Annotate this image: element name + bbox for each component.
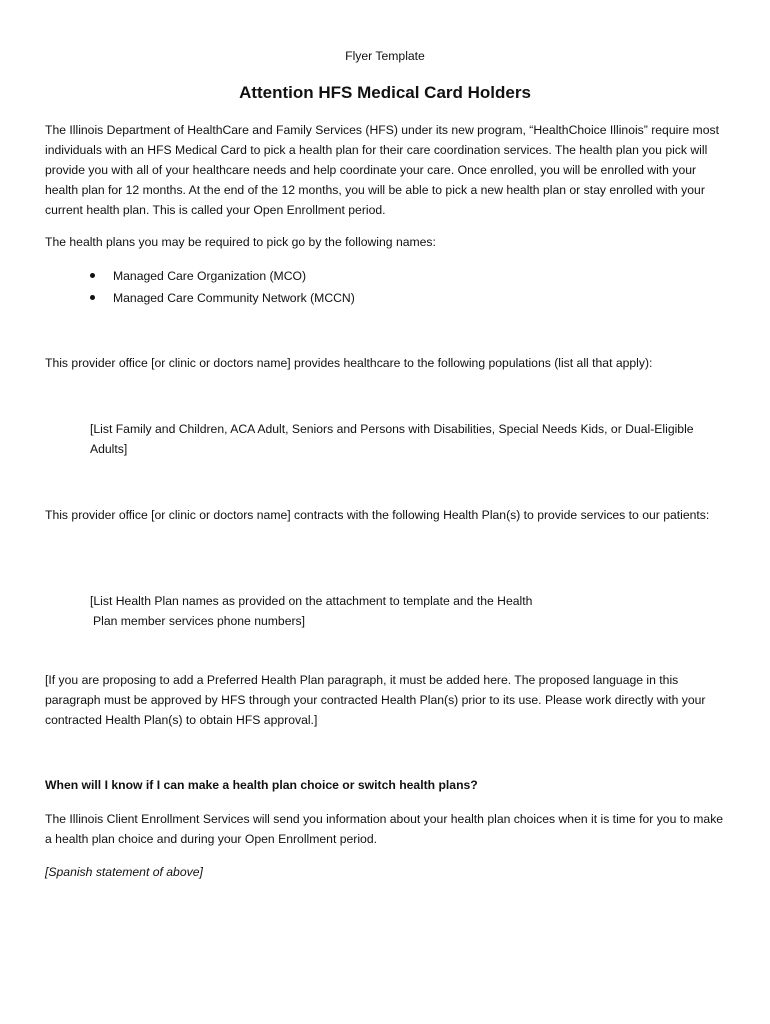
contracts-statement: This provider office [or clinic or doctors name] contracts with the following Health Plan(s) to provide services to our patients: [45,508,710,522]
plan-type-label: Managed Care Community Network (MCCN) [113,291,355,305]
intro-paragraph: The Illinois Department of HealthCare and Family Services (HFS) under its new program, “HealthChoice Illinois” require most individuals with an HFS Medical Card to pick a health plan for their care coordination services. The health plan you pick will provide you with all of your healthcare needs and help coordinate your care. Once enrolled, you will be enrolled with your health plan for 12 months. At the end of the 12 months, you will be able to pick a new health plan or stay enrolled with your current health plan. This is called your Open Enrollment period. [45,123,719,217]
plan-types-list [0,266,770,310]
bullet-icon [90,295,95,300]
health-plan-placeholder-line-1: [List Health Plan names as provided on the attachment to template and the Health [90,594,533,608]
populations-statement: This provider office [or clinic or doctors name] provides healthcare to the following populations (list all that apply): [45,356,653,370]
list-item [0,288,770,310]
populations-placeholder: [List Family and Children, ACA Adult, Seniors and Persons with Disabilities, Special Needs Kids, or Dual-Eligible Adults] [90,422,694,456]
faq-question: When will I know if I can make a health plan choice or switch health plans? [45,778,478,792]
document-subtitle: Flyer Template [345,49,425,63]
bullet-icon [90,273,95,278]
list-item [0,266,770,288]
page-title: Attention HFS Medical Card Holders [239,83,531,102]
faq-answer: The Illinois Client Enrollment Services will send you information about your health plan choices when it is time for you to make a health plan choice and during your Open Enrollment period. [45,812,724,846]
plan-type-label: Managed Care Organization (MCO) [113,269,307,283]
preferred-plan-note: [If you are proposing to add a Preferred Health Plan paragraph, it must be added here. The proposed language in this paragraph must be approved by HFS through your contracted Health Plan(s) prior to its use. Please work directly with your contracted Health Plan(s) to obtain HFS approval.] [45,673,706,727]
health-plan-placeholder-line-2: Plan member services phone numbers] [93,614,306,628]
plans-intro-paragraph: The health plans you may be required to pick go by the following names: [45,235,436,249]
spanish-placeholder: [Spanish statement of above] [45,865,203,879]
